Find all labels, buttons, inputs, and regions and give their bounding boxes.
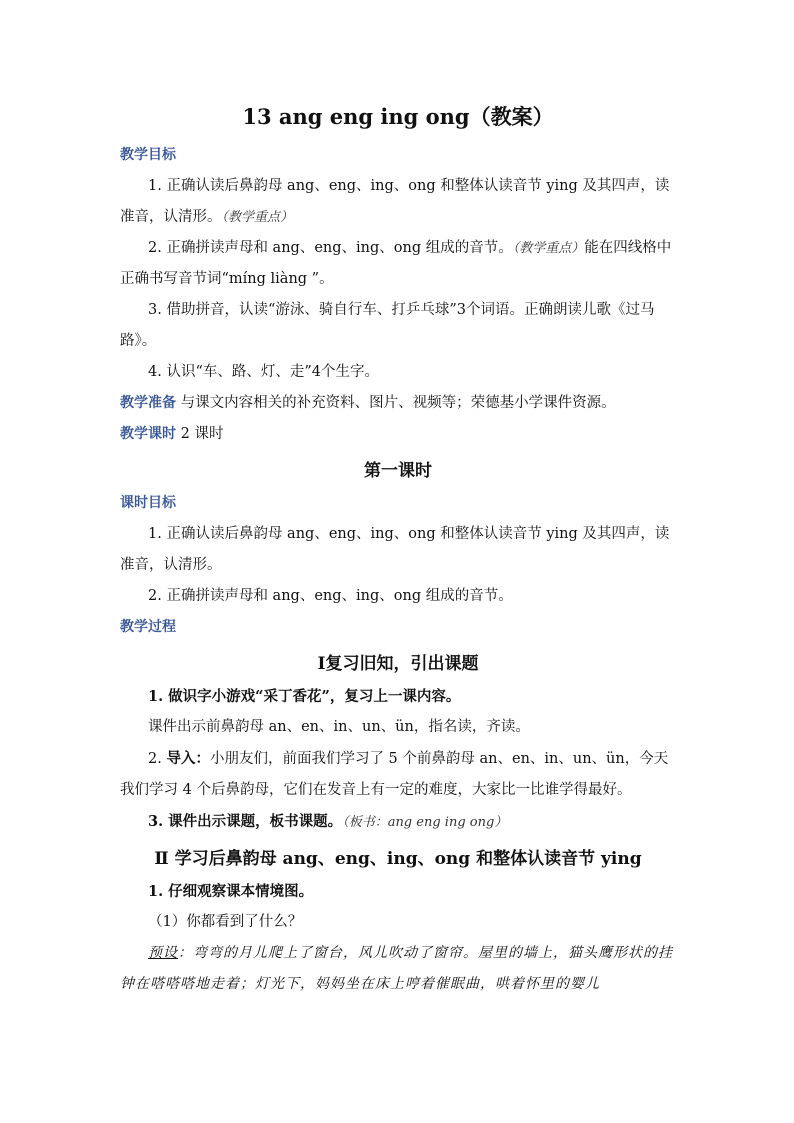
goal-item-1: 1. 正确认读后鼻韵母 ang、eng、ing、ong 和整体认读音节 ying 及其四声，读准音，认清形。（教学重点） bbox=[120, 178, 670, 225]
section2-title: Ⅱ 学习后鼻韵母 ang、eng、ing、ong 和整体认读音节 ying bbox=[154, 849, 642, 869]
section1-item1-body: 课件出示前鼻韵母 an、en、in、un、ün，指名读，齐读。 bbox=[148, 719, 530, 735]
hours-text: 2 课时 bbox=[180, 426, 224, 442]
preset-label: 预设 bbox=[148, 945, 178, 961]
hours-label: 教学课时 bbox=[120, 426, 176, 442]
goal-item-2: 2. 正确拼读声母和 ang、eng、ing、ong 组成的音节。（教学重点）能在四线格中正确书写音节词“míng liàng ”。 bbox=[120, 240, 672, 287]
lesson1-title: 第一课时 bbox=[364, 461, 432, 481]
section2-item1: 1. 仔细观察课本情境图。 bbox=[148, 883, 314, 900]
lesson-goals-heading: 课时目标 bbox=[120, 495, 176, 511]
goal-item-4: 4. 认识“车、路、灯、走”4个生字。 bbox=[148, 364, 379, 380]
lesson-goal-2: 2. 正确拼读声母和 ang、eng、ing、ong 组成的音节。 bbox=[148, 588, 513, 604]
section1-item1: 1. 做识字小游戏“采丁香花”，复习上一课内容。 bbox=[148, 688, 461, 705]
section1-item2: 2. 导入：小朋友们，前面我们学习了 5 个前鼻韵母 an、en、in、un、ün，今天我们学习 4 个后鼻韵母，它们在发音上有一定的难度，大家比一比谁学得最好。 bbox=[120, 750, 669, 798]
section2-preset: 预设：弯弯的月儿爬上了窗台，风儿吹动了窗帘。屋里的墙上，猫头鹰形状的挂钟在嗒嗒嗒地走着；灯光下，妈妈坐在床上哼着催眠曲，哄着怀里的婴儿 bbox=[120, 945, 673, 992]
section1-title: Ⅰ复习旧知，引出课题 bbox=[317, 654, 479, 674]
goal-item-3: 3. 借助拼音，认读“游泳、骑自行车、打乒乓球”3个词语。正确朗读儿歌《过马路》。 bbox=[120, 302, 655, 349]
goal-2-note: （教学重点） bbox=[512, 241, 585, 256]
goals-heading: 教学目标 bbox=[120, 147, 176, 163]
prep-label: 教学准备 bbox=[120, 395, 176, 411]
section1-item3: 3. 课件出示课题，板书课题。（板书：ang eng ing ong） bbox=[148, 813, 508, 830]
section2-question1: （1）你都看到了什么？ bbox=[148, 914, 303, 930]
document-title: 13 ang eng ing ong（教案） bbox=[242, 104, 554, 129]
lesson-goal-1: 1. 正确认读后鼻韵母 ang、eng、ing、ong 和整体认读音节 ying 及其四声，读准音，认清形。 bbox=[120, 526, 670, 573]
prep-line bbox=[120, 388, 676, 419]
hours-line bbox=[120, 419, 676, 450]
prep-text: 与课文内容相关的补充资料、图片、视频等；荣德基小学课件资源。 bbox=[180, 395, 616, 411]
document-body bbox=[120, 100, 676, 1000]
process-heading: 教学过程 bbox=[120, 619, 176, 635]
goal-1-note: （教学重点） bbox=[221, 210, 294, 225]
